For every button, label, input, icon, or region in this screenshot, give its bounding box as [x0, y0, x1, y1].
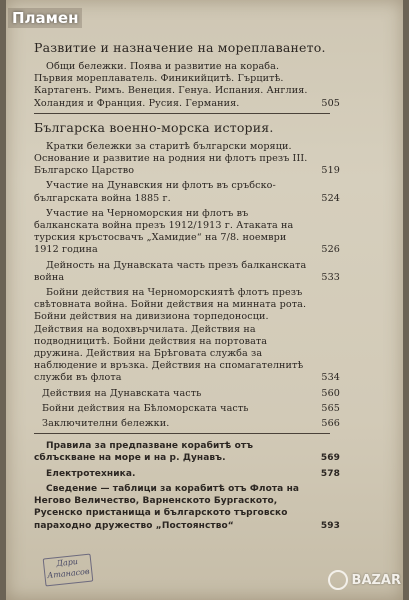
toc-entry-page: 566 [321, 418, 340, 430]
section-heading-seafaring: Развитие и назначение на мореплаването. [34, 40, 326, 55]
toc-entry-bold [34, 483, 340, 532]
toc-entry-text: Кратки бележки за старитѣ български моряци. Основание и развитие на родния ни флотъ презъ III. Българско Царство [34, 140, 308, 177]
toc-entry [34, 61, 340, 110]
toc-entry [34, 403, 340, 415]
toc-entry-text: Действия на Дунавската часть [42, 387, 202, 399]
divider [34, 113, 330, 114]
bazar-logo-icon [328, 570, 348, 590]
bazar-logo-text: BAZAR [351, 572, 401, 588]
toc-entry [34, 287, 340, 385]
toc-entry [34, 141, 340, 178]
toc-entry-page: 560 [321, 387, 340, 399]
toc-entry-page: 578 [320, 468, 340, 479]
toc-entry-text: Общи бележки. Поява и развитие на кораба. Първия мореплаватель. Финикийцитѣ. Гърцитѣ. Картагенъ. Римъ. Венеция. Генуа. Испания. Англия. Холандия и Франция. Русия. Германия. [34, 61, 308, 109]
toc-entry [34, 388, 340, 400]
table-of-contents [34, 40, 340, 535]
seller-watermark: Пламен [8, 8, 82, 28]
divider [34, 433, 330, 434]
toc-entry-page: 526 [321, 244, 340, 256]
toc-entry-page: 565 [321, 402, 340, 414]
toc-entry-page: 524 [321, 192, 340, 204]
bazar-logo [328, 570, 401, 590]
toc-entry-page: 569 [320, 453, 340, 464]
toc-entry-text: Бойни действия на Черноморскиятѣ флотъ презъ свѣтовната война. Бойни действия на минната рота. Бойни действия на дивизиона торпедоносци. Действия на водохвърчилата. Действия на подводницитѣ. Бойни действия на портовата дружина. Действия на Брѣговата служба за наблюдение и връзка. Действия на спомагателнитѣ служби въ флота [34, 287, 307, 384]
toc-entry [34, 260, 340, 284]
toc-entry-page: 593 [320, 520, 340, 531]
toc-entry-text: Електротехника. [46, 468, 136, 479]
toc-entry-text: Заключителни бележки. [42, 418, 170, 430]
toc-entry-bold [34, 440, 340, 464]
toc-entry-text: Дейность на Дунавската часть презъ балканската война [34, 259, 307, 283]
toc-entry-text: Участие на Черноморския ни флотъ въ балканската война презъ 1912/1913 г. Атаката на турския кръстосвачъ „Хамидие“ на 7/8. ноември 1912 година [34, 207, 294, 256]
toc-entry-text: Участие на Дунавския ни флотъ въ сръбско-българската война 1885 г. [34, 180, 276, 204]
toc-entry-text: Сведение — таблици за корабитѣ отъ Флота на Негово Величество, Варненското Бургаското, Русенско пристанища и българското търговско параходно дружество „Постоянство“ [34, 483, 300, 531]
toc-entry [34, 208, 340, 257]
toc-entry-page: 505 [321, 97, 340, 109]
toc-entry [34, 180, 340, 204]
toc-entry-bold [34, 468, 340, 480]
book-page [6, 0, 403, 600]
toc-entry-page: 534 [321, 372, 340, 384]
handwritten-stamp: Дари Атанасов [43, 554, 94, 587]
section-heading-naval-history: Българска военно-морска история. [34, 119, 274, 135]
toc-entry-page: 519 [321, 165, 340, 177]
toc-entry-page: 533 [321, 271, 340, 283]
toc-entry [34, 418, 340, 430]
toc-entry-text: Бойни действия на Бѣломорската часть [42, 402, 249, 414]
toc-entry-text: Правила за предпазване корабитѣ отъ сблъскване на море и на р. Дунавъ. [34, 441, 254, 464]
